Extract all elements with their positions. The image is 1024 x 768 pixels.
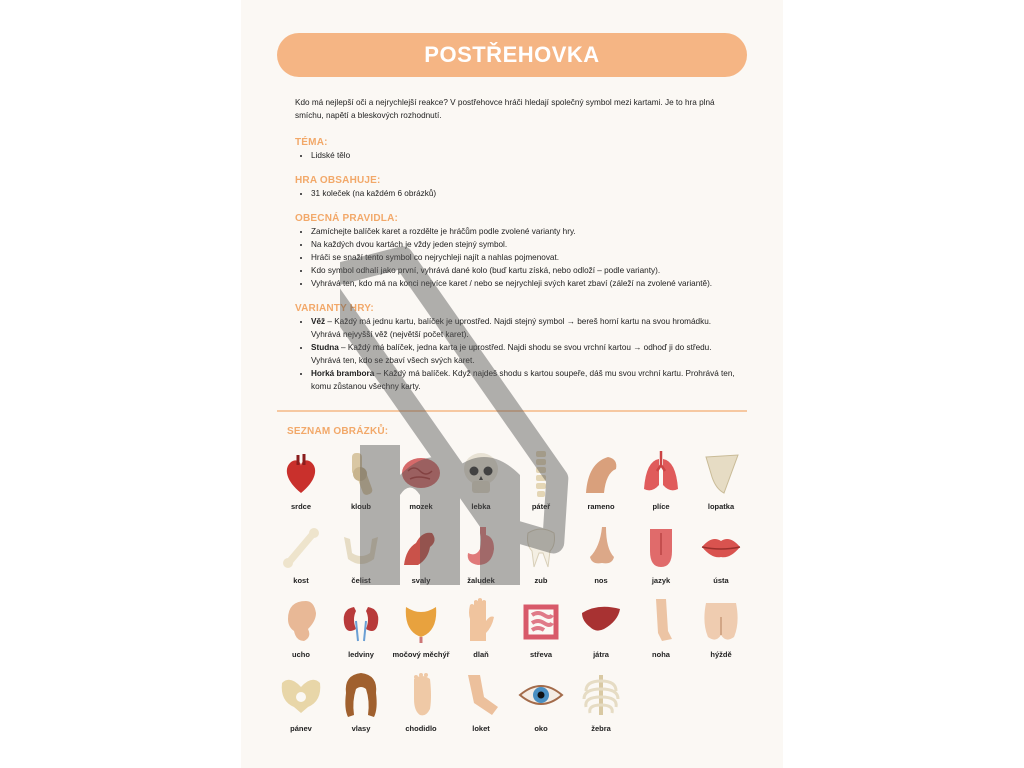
image-label: žaludek <box>467 576 495 585</box>
image-item <box>631 596 691 670</box>
image-label: svaly <box>411 576 431 585</box>
image-label: ústa <box>713 576 729 585</box>
image-item <box>391 596 451 670</box>
image-label: oko <box>534 724 548 733</box>
image-label: chodidlo <box>405 724 437 733</box>
varianty-heading: VARIANTY HRY: <box>295 303 374 314</box>
image-label: noha <box>652 650 670 659</box>
tema-heading: TÉMA: <box>295 137 328 148</box>
image-item <box>391 448 451 522</box>
buttocks-icon <box>698 596 744 646</box>
palm-icon <box>458 596 504 646</box>
elbow-icon <box>458 670 504 720</box>
variant-name: Věž <box>311 317 326 326</box>
eye-icon <box>518 670 564 720</box>
pelvis-icon <box>278 670 324 720</box>
heart-icon <box>278 448 324 498</box>
image-item <box>511 670 571 744</box>
image-label: kost <box>293 576 309 585</box>
nose-icon <box>578 522 624 572</box>
bladder-icon <box>398 596 444 646</box>
images-heading: SEZNAM OBRÁZKŮ: <box>287 426 389 437</box>
image-label: lopatka <box>707 502 735 511</box>
image-label: plíce <box>652 502 670 511</box>
image-item <box>271 448 331 522</box>
divider <box>277 410 747 412</box>
image-item <box>631 448 691 522</box>
image-label: vlasy <box>351 724 371 733</box>
image-grid <box>271 448 751 744</box>
variant-text: – Každý má balíček, jedna karta je uprostřed. Najdi shodu se svou vrchní kartou → odhoď ji do středu. Vyhrává ten, kdo se zbaví všech svých karet. <box>311 343 712 365</box>
image-item <box>451 448 511 522</box>
image-label: žebra <box>591 724 611 733</box>
image-item <box>571 596 631 670</box>
image-label: dlaň <box>473 650 489 659</box>
obsah-list <box>295 187 737 200</box>
image-item <box>331 448 391 522</box>
image-label: čelist <box>351 576 371 585</box>
list-item <box>311 367 737 393</box>
content <box>295 96 737 393</box>
image-item <box>331 596 391 670</box>
image-label: hýždě <box>710 650 732 659</box>
lips-icon <box>698 522 744 572</box>
worksheet-page <box>241 0 783 768</box>
list-item <box>311 315 737 341</box>
jaw-icon <box>338 522 384 572</box>
list-item: • Na každých dvou kartách je vždy jeden stejný symbol. <box>311 238 737 251</box>
image-label: páteř <box>531 502 551 511</box>
image-item <box>691 596 751 670</box>
image-item <box>691 522 751 596</box>
list-item: • Kdo symbol odhalí jako první, vyhrává dané kolo (buď kartu získá, nebo odloží – podle varianty). <box>311 264 737 277</box>
title-banner <box>277 33 747 77</box>
ear-icon <box>278 596 324 646</box>
image-label: nos <box>594 576 608 585</box>
image-item <box>271 522 331 596</box>
intestines-icon <box>518 596 564 646</box>
foot-icon <box>398 670 444 720</box>
list-item: • Lidské tělo <box>311 149 737 162</box>
image-label: lebka <box>471 502 491 511</box>
image-label: ucho <box>292 650 310 659</box>
image-item <box>331 522 391 596</box>
leg-icon <box>638 596 684 646</box>
image-item <box>571 448 631 522</box>
image-label: rameno <box>587 502 615 511</box>
list-item <box>311 341 737 367</box>
obsah-heading: HRA OBSAHUJE: <box>295 175 381 186</box>
lungs-icon <box>638 448 684 498</box>
image-label: kloub <box>351 502 371 511</box>
image-item <box>331 670 391 744</box>
image-item <box>391 670 451 744</box>
brain-icon <box>398 448 444 498</box>
image-label: srdce <box>290 502 311 511</box>
image-label: pánev <box>290 724 312 733</box>
varianty-list <box>295 315 737 393</box>
hair-icon <box>338 670 384 720</box>
variant-text: – Každý má balíček. Když najdeš shodu s kartou soupeře, dáš mu svou vrchní kartu. Prohrává ten, komu zůstanou všechny karty. <box>311 369 735 391</box>
image-label: játra <box>593 650 609 659</box>
bone-icon <box>278 522 324 572</box>
image-label: ledviny <box>348 650 374 659</box>
image-item <box>451 596 511 670</box>
image-item <box>511 596 571 670</box>
page-title: POSTŘEHOVKA <box>424 42 600 67</box>
variant-name: Horká brambora <box>311 369 375 378</box>
image-label: močový měchýř <box>392 650 450 659</box>
muscle-icon <box>398 522 444 572</box>
image-label: loket <box>472 724 490 733</box>
variant-text: – Každý má jednu kartu, balíček je uprostřed. Najdi stejný symbol → bereš horní kartu na svou hromádku. Vyhrává nejvyšší věž (největší počet karet). <box>311 317 712 339</box>
image-label: jazyk <box>651 576 671 585</box>
list-item: • Vyhrává ten, kdo má na konci nejvíce karet / nebo se nejrychleji svých karet zbaví (záleží na zvolené variantě). <box>311 277 737 290</box>
pravidla-heading: OBECNÁ PRAVIDLA: <box>295 213 399 224</box>
joint-icon <box>338 448 384 498</box>
skull-icon <box>458 448 504 498</box>
tooth-icon <box>518 522 564 572</box>
image-item <box>691 448 751 522</box>
image-item <box>451 522 511 596</box>
pravidla-list <box>295 225 737 290</box>
image-item <box>271 596 331 670</box>
ribs-icon <box>578 670 624 720</box>
shoulder-icon <box>578 448 624 498</box>
image-item <box>511 448 571 522</box>
list-item: • Hráči se snaží tento symbol co nejrychleji najít a nahlas pojmenovat. <box>311 251 737 264</box>
tongue-icon <box>638 522 684 572</box>
image-item <box>271 670 331 744</box>
variant-name: Studna <box>311 343 339 352</box>
image-item <box>571 670 631 744</box>
tema-list <box>295 149 737 162</box>
list-item: • 31 koleček (na každém 6 obrázků) <box>311 187 737 200</box>
image-label: mozek <box>409 502 433 511</box>
image-label: střeva <box>529 650 553 659</box>
liver-icon <box>578 596 624 646</box>
list-item: • Zamíchejte balíček karet a rozdělte je hráčům podle zvolené varianty hry. <box>311 225 737 238</box>
image-item <box>631 522 691 596</box>
intro-text: Kdo má nejlepší oči a nejrychlejší reakce? V postřehovce hráči hledají společný symbol mezi kartami. Je to hra plná smíchu, napětí a bleskových rozhodnutí. <box>295 98 715 120</box>
image-item <box>511 522 571 596</box>
scapula-icon <box>698 448 744 498</box>
image-item <box>451 670 511 744</box>
stomach-icon <box>458 522 504 572</box>
kidneys-icon <box>338 596 384 646</box>
image-label: zub <box>534 576 548 585</box>
image-item <box>571 522 631 596</box>
image-item <box>391 522 451 596</box>
spine-icon <box>518 448 564 498</box>
